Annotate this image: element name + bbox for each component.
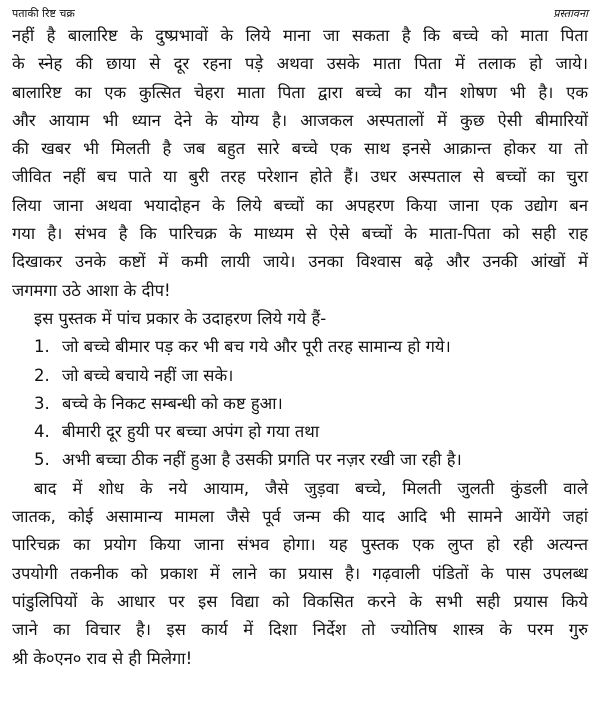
text-line: बाद में शोध के नये आयाम, जैसे जुड़वा बच्चे, मिलती जुलती कुंडली वाले	[34, 478, 588, 498]
text-line: जातक, कोई असामान्य मामला जैसे पूर्व जन्म की याद आदि भी सामने आयेंगे जहां	[12, 507, 588, 527]
text-line: जगमगा उठे आशा के दीप!	[12, 280, 171, 300]
text-line: की खबर भी मिलती है जब बहुत सारे बच्चे एक साथ इनसे आक्रान्त होकर या तो	[12, 139, 588, 159]
list-number: 5.	[34, 450, 50, 470]
text-line: और आयाम भी ध्यान देने के योग्य है। आजकल अस्पतालों में कुछ ऐसी बीमारियों	[12, 110, 588, 130]
list-text: बीमारी दूर हुयी पर बच्चा अपंग हो गया तथा	[62, 422, 320, 442]
page-body	[12, 22, 588, 673]
text-line: गया है। संभव है कि पारिचक्र के माध्यम से ऐसे बच्चों के माता-पिता को सही राह	[12, 224, 588, 244]
list-number: 1.	[34, 337, 50, 357]
running-header-title: पताकी रिष्ट चक्र	[12, 7, 75, 20]
list-item	[12, 418, 588, 446]
text-line: दिखाकर उनके कष्टों में कमी लायी जाये। उनका विश्वास बढ़े और उनकी आंखों में	[12, 252, 588, 272]
text-line: के स्नेह की छाया से दूर रहना पड़े अथवा उसके माता पिता में तलाक हो जाये।	[12, 54, 588, 74]
text-line: जाने का विचार है। इस कार्य में दिशा निर्देश तो ज्योतिष शास्त्र के परम गुरु	[12, 620, 588, 640]
list-item	[12, 362, 588, 390]
text-line: पांडुलिपियों के आधार पर इस विद्या को विकसित करने के सभी सही प्रयास किये	[12, 591, 588, 611]
list-text: बच्चे के निकट सम्बन्धी को कष्ट हुआ।	[62, 393, 283, 413]
text-line: लिया जाना अथवा भयादोहन के लिये बच्चों का अपहरण किया जाना एक उद्योग बन	[12, 195, 588, 215]
list-text: जो बच्चे बीमार पड़ कर भी बच गये और पूरी तरह सामान्य हो गये।	[62, 337, 451, 357]
list-item	[12, 390, 588, 418]
text-line: उपयोगी तकनीक को प्रकाश में लाने का प्रयास है। गढ़वाली पंडितों के पास उपलब्ध	[12, 563, 588, 583]
text-line: नहीं है बालारिष्ट के दुष्प्रभावों के लिये माना जा सकता है कि बच्चे को माता पिता	[12, 26, 588, 45]
list-text: अभी बच्चा ठीक नहीं हुआ है उसकी प्रगति पर नज़र रखी जा रही है।	[62, 450, 462, 470]
list-text: जो बच्चे बचाये नहीं जा सके।	[62, 365, 234, 385]
list-number: 2.	[34, 365, 50, 385]
list-intro: इस पुस्तक में पांच प्रकार के उदाहरण लिये गये हैं-	[34, 308, 327, 328]
list-number: 4.	[34, 422, 50, 442]
text-line: श्री के०एन० राव से ही मिलेगा!	[12, 648, 193, 668]
text-line: जीवित नहीं बच पाते या बुरी तरह परेशान होते हैं। उधर अस्पताल से बच्चों का चुरा	[12, 167, 588, 187]
list-item	[12, 333, 588, 361]
text-line: पारिचक्र का प्रयोग किया जाना संभव होगा। यह पुस्तक एक लुप्त हो रही अत्यन्त	[12, 535, 588, 555]
list-number: 3.	[34, 393, 50, 413]
text-line: बालारिष्ट का एक कुत्सित चेहरा माता पिता द्वारा बच्चे का यौन शोषण भी है। एक	[12, 82, 588, 102]
running-header-section: प्रस्तावना	[553, 7, 588, 20]
list-item	[12, 446, 588, 474]
